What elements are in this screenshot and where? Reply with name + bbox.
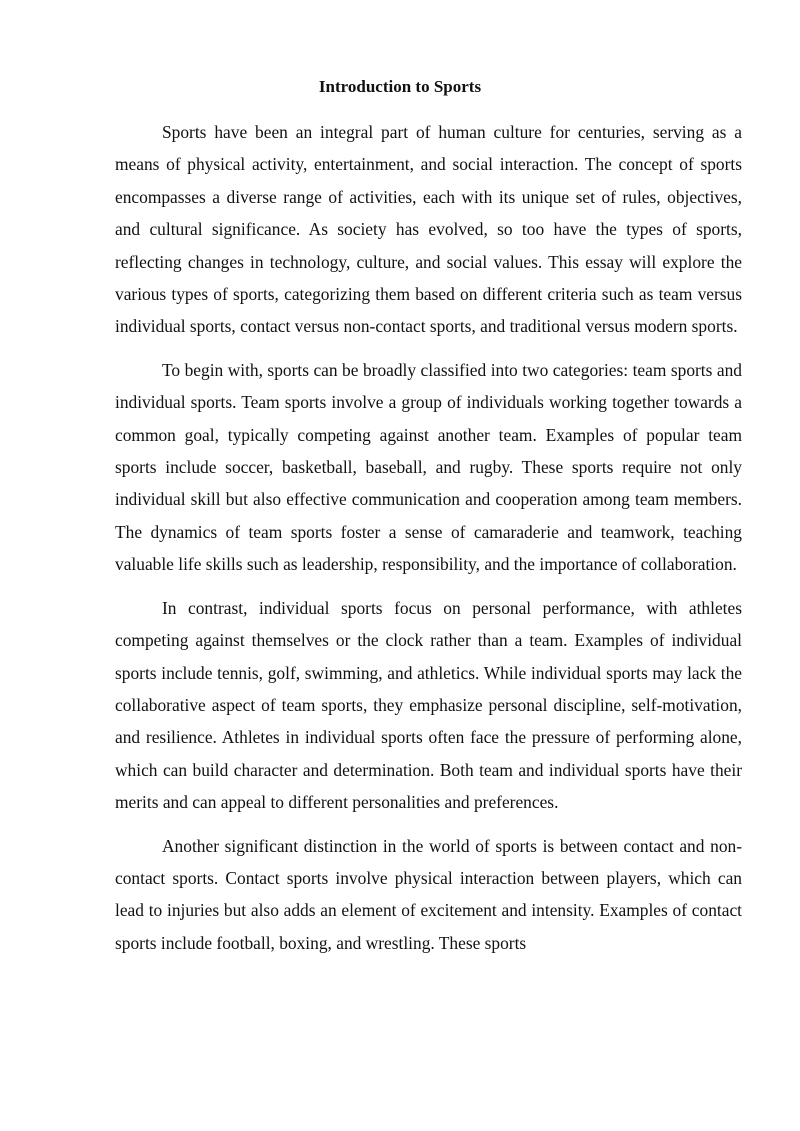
paragraph-team-vs-individual: To begin with, sports can be broadly classified into two categories: team sports and individual sports. Team sports involve a group of individuals working together towards a common goal, typically competing against another team. Examples of popular team sports include soccer, basketball, baseball, and rugby. These sports require not only individual skill but also effective communication and cooperation among team members. The dynamics of team sports foster a sense of camaraderie and teamwork, teaching valuable life skills such as leadership, responsibility, and the importance of collaboration. — [115, 359, 742, 575]
document-title: Introduction to Sports — [318, 77, 482, 96]
document-body — [115, 116, 742, 970]
paragraph-contact-sports: Another significant distinction in the world of sports is between contact and non-contact sports. Contact sports involve physical interaction between players, which can lead to injuries but also adds an element of excitement and intensity. Examples of contact sports include football, boxing, and wrestling. These sports — [115, 835, 742, 953]
paragraph-intro: Sports have been an integral part of human culture for centuries, serving as a means of physical activity, entertainment, and social interaction. The concept of sports encompasses a diverse range of activities, each with its unique set of rules, objectives, and cultural significance. As society has evolved, so too have the types of sports, reflecting changes in technology, culture, and social values. This essay will explore the various types of sports, categorizing them based on different criteria such as team versus individual sports, contact versus non-contact sports, and traditional versus modern sports. — [115, 122, 742, 337]
paragraph-individual-sports: In contrast, individual sports focus on personal performance, with athletes competing against themselves or the clock rather than a team. Examples of individual sports include tennis, golf, swimming, and athletics. While individual sports may lack the collaborative aspect of team sports, they emphasize personal discipline, self-motivation, and resilience. Athletes in individual sports often face the pressure of performing alone, which can build character and determination. Both team and individual sports have their merits and can appeal to different personalities and preferences. — [115, 597, 742, 813]
